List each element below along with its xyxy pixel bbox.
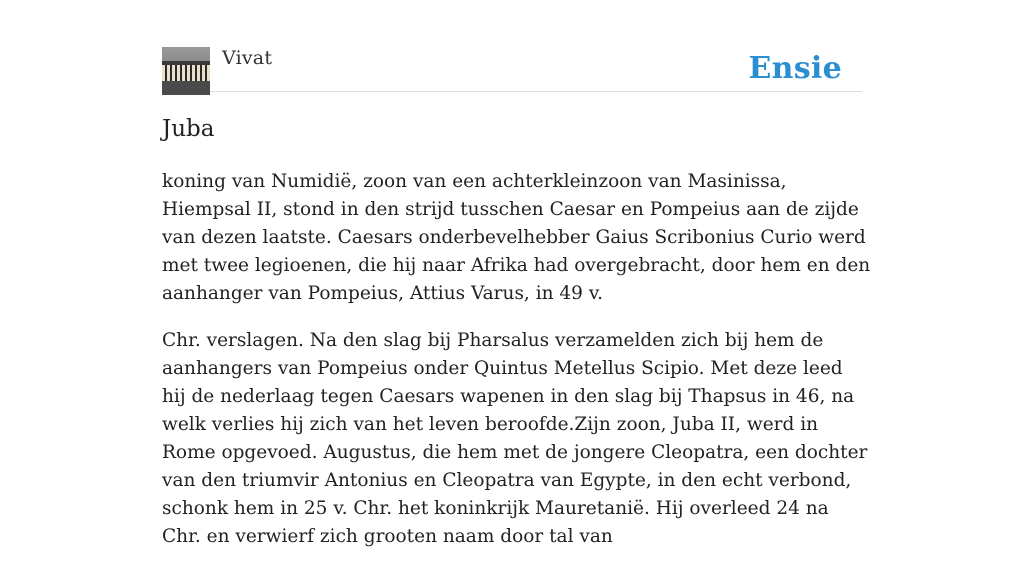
- site-logo[interactable]: Ensie: [748, 51, 842, 86]
- avatar[interactable]: [162, 47, 210, 95]
- author-name[interactable]: Vivat: [222, 47, 273, 69]
- article-paragraph: koning van Numidië, zoon van een achterkleinzoon van Masinissa, Hiempsal II, stond in den strijd tusschen Caesar en Pompeius aan de zijde van dezen laatste. Caesars onderbevelhebber Gaius Scribonius Curio werd met twee legioenen, die hij naar Afrika had overgebracht, door hem en den aanhanger van Pompeius, Attius Varus, in 49 v.: [162, 171, 871, 304]
- article-body: [162, 168, 872, 570]
- article-paragraph: Chr. verslagen. Na den slag bij Pharsalus verzamelden zich bij hem de aanhangers van Pompeius onder Quintus Metellus Scipio. Met deze leed hij de nederlaag tegen Caesars wapenen in den slag bij Thapsus in 46, na welk verlies hij zich van het leven beroofde.Zijn zoon, Juba II, werd in Rome opgevoed. Augustus, die hem met de jongere Cleopatra, een dochter van den triumvir Antonius en Cleopatra van Egypte, in den echt verbond, schonk hem in 25 v. Chr. het koninkrijk Mauretanië. Hij overleed 24 na Chr. en verwierf zich grooten naam door tal van: [162, 330, 868, 547]
- header: [162, 47, 862, 92]
- article-title: Juba: [162, 116, 215, 142]
- avatar-image: [162, 47, 210, 95]
